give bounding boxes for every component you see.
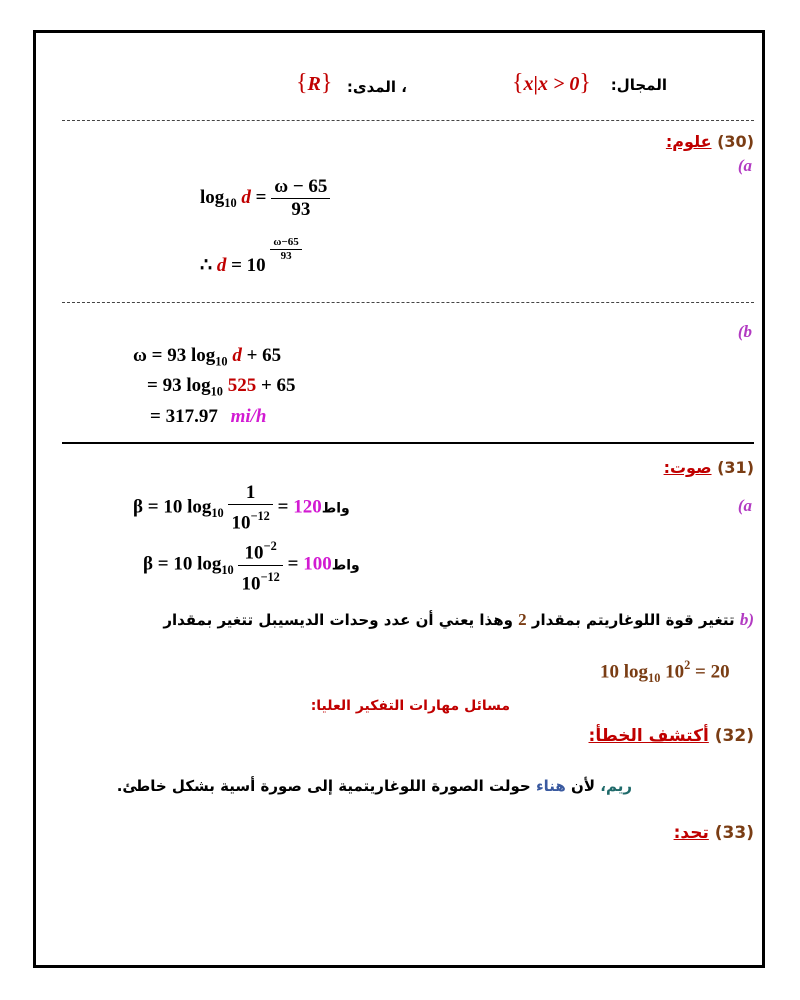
q30-part-a: (a — [737, 156, 752, 175]
range-label: ، المدى: — [346, 78, 407, 96]
q30-b-line2: = 93 $\log_{10} 525 + 65$ — [147, 375, 296, 399]
divider-dashed-1 — [62, 120, 754, 121]
domain-label: المجال: — [610, 76, 667, 94]
q32-heading — [589, 726, 754, 746]
q30-b-line3: = 317.97 mi/h — [150, 406, 267, 427]
q31-number: (31) — [717, 458, 754, 477]
range-set: {R} — [296, 70, 333, 96]
q32-title: أكتشف الخطأ: — [588, 726, 709, 746]
q33-number: (33) — [714, 823, 754, 843]
q31-b-eq: 10 $\log_{10} 10^2 = 20$ — [600, 658, 730, 685]
q30-part-b: (b — [737, 322, 752, 341]
q30-title: علوم: — [665, 132, 712, 151]
domain-set: {x|x > 0} — [512, 70, 591, 96]
q31-a-line2: β = 10 $\log_{10}$ $\frac{10^{-2}}{10^{-12}}$ = 100واط — [143, 535, 360, 595]
q30-number: (30) — [717, 132, 754, 151]
q32-answer: ريم، لأن هناء حولت الصورة اللوغاريتمية إلى صورة أسية بشكل خاطئ. — [116, 777, 632, 795]
q31-title: صوت: — [663, 458, 712, 477]
divider-dashed-2 — [62, 302, 754, 303]
q30-eq1: $\log_{10} d$ = $\frac{\omega - 65}{93}$ — [200, 176, 330, 221]
q31-b-text: (b تتغير قوة اللوغاريتم بمقدار 2 وهذا يعني أن عدد وحدات الديسيبل تتغير بمقدار — [163, 610, 754, 629]
q33-heading — [674, 823, 754, 843]
q32-number: (32) — [714, 726, 754, 746]
q33-title: تحد: — [673, 823, 709, 843]
q30-b-line1: ω = 93 $\log_{10} d + 65$ — [133, 345, 282, 369]
q30-eq2: ∴ d = 10 $\frac{\omega-65}{93}$ — [200, 236, 302, 277]
q30-heading — [666, 132, 754, 151]
hots-heading: مسائل مهارات التفكير العليا: — [310, 698, 510, 714]
q31-part-a: (a — [737, 496, 752, 515]
divider-solid — [62, 442, 754, 444]
q31-a-line1: β = 10 $\log_{10}$ $\frac{1}{10^{-12}}$ = 120واط — [133, 482, 350, 534]
q31-heading — [664, 458, 754, 477]
